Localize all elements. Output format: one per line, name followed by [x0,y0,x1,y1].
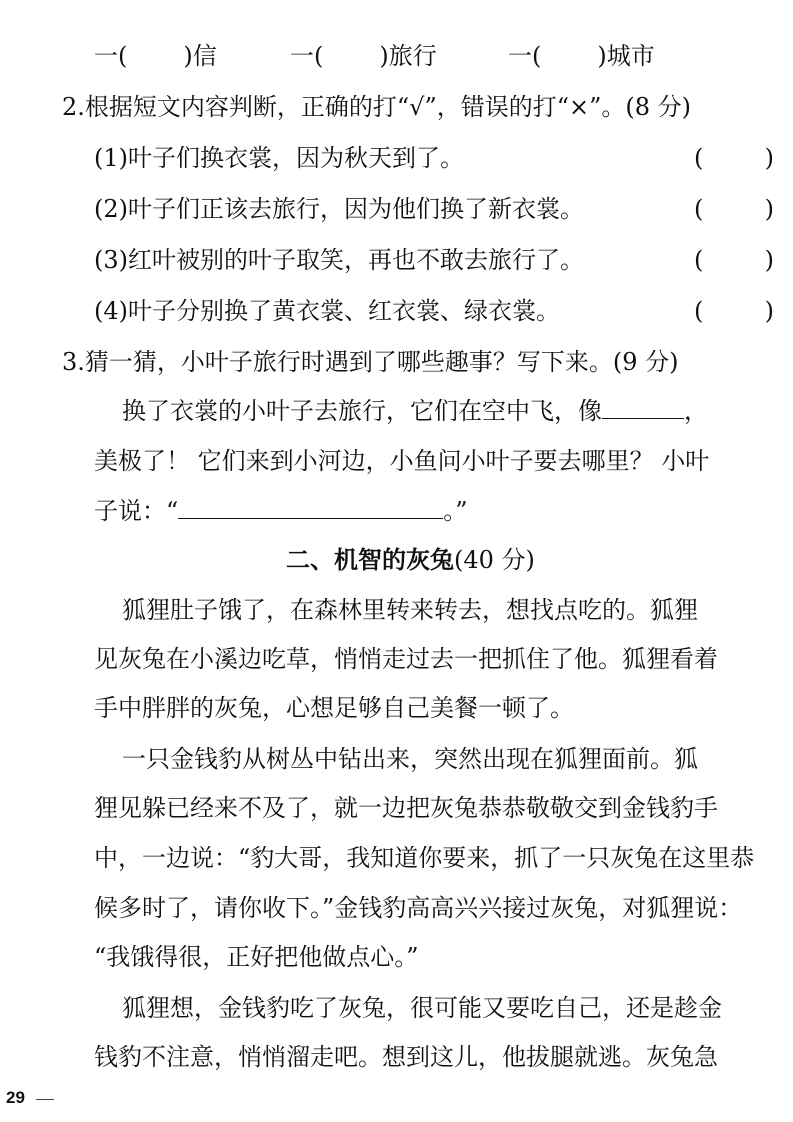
question-2-title: 2.根据短文内容判断，正确的打“√”，错误的打“×”。(8 分) [62,93,692,121]
judge-item-2: (2)叶子们正该去旅行，因为他们换了新衣裳。 [94,195,584,223]
passage-line: “我饿得很，正好把他做点心。” [94,943,419,971]
passage-line: 中，一边说：“豹大哥，我知道你要来，抓了一只灰兔在这里恭 [94,844,755,872]
q3-line-1: 换了衣裳的小叶子去旅行，它们在空中飞，像 ， [122,397,708,425]
judge-box-2[interactable]: ( ) [694,195,774,223]
answer-line-short[interactable] [602,396,684,419]
question-3-title: 3.猜一猜，小叶子旅行时遇到了哪些趣事？写下来。(9 分) [62,348,679,376]
passage-line: 钱豹不注意，悄悄溜走吧。想到这儿，他拔腿就逃。灰兔急 [94,1043,718,1071]
judge-item-1: (1)叶子们换衣裳，因为秋天到了。 [94,144,464,172]
section-heading [286,545,535,575]
q3-line-2: 美极了！ 它们来到小河边，小鱼问小叶子要去哪里？ 小叶 [94,447,710,475]
passage-line: 一只金钱豹从树丛中钻出来，突然出现在狐狸面前。狐 [122,745,698,773]
judge-box-1[interactable]: ( ) [694,144,774,172]
fill-in-row [94,41,704,71]
fill-item-1: 一( )信 [94,42,217,70]
page-number-dash [36,1099,54,1100]
passage-line: 候多时了，请你收下。”金钱豹高高兴兴接过灰兔，对狐狸说： [94,894,743,922]
judge-item-3: (3)红叶被别的叶子取笑，再也不敢去旅行了。 [94,246,584,274]
passage-line: 手中胖胖的灰兔，心想足够自己美餐一顿了。 [94,694,574,722]
judge-box-4[interactable]: ( ) [694,297,774,325]
section-title: 二、机智的灰兔 [286,545,454,574]
q3-line-3: 子说：“ 。” [94,497,468,525]
passage-line: 狸见躲已经来不及了，就一边把灰兔恭恭敬敬交到金钱豹手 [94,794,718,822]
fill-item-3: 一( )城市 [508,42,655,70]
passage-line: 狐狸肚子饿了，在森林里转来转去，想找点吃的。狐狸 [122,596,698,624]
page-number: 29 [6,1088,25,1107]
passage-line: 见灰兔在小溪边吃草，悄悄走过去一把抓住了他。狐狸看着 [94,645,718,673]
judge-item-4: (4)叶子分别换了黄衣裳、红衣裳、绿衣裳。 [94,297,560,325]
answer-line-long[interactable] [178,496,443,519]
passage-line: 狐狸想，金钱豹吃了灰兔，很可能又要吃自己，还是趁金 [122,994,722,1022]
section-score: (40 分) [454,546,535,574]
judge-box-3[interactable]: ( ) [694,246,774,274]
fill-item-2: 一( )旅行 [290,42,437,70]
